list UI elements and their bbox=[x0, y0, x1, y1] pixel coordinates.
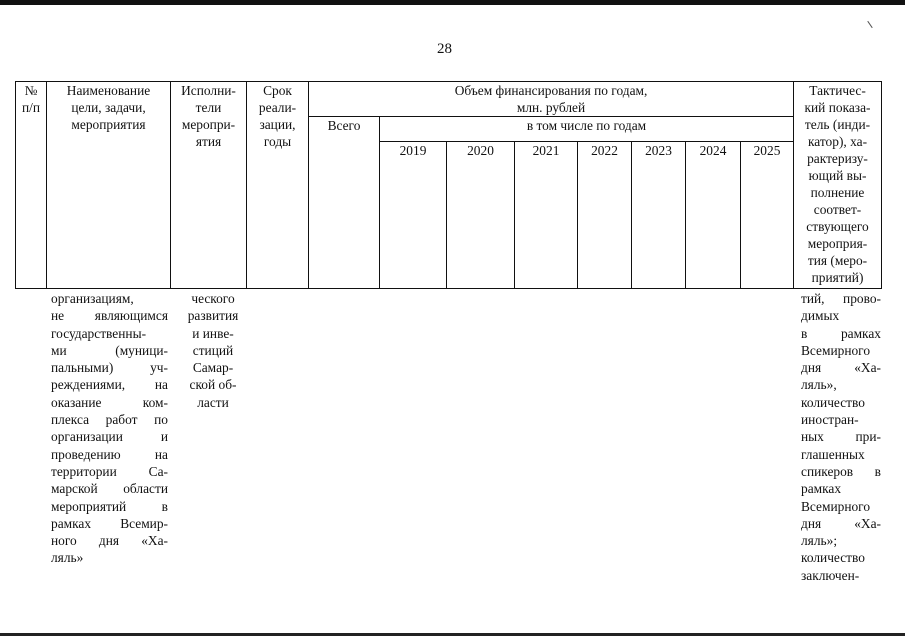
top-border bbox=[0, 0, 905, 5]
year-cell: 2022 bbox=[578, 142, 632, 289]
year-cell: 2019 bbox=[380, 142, 447, 289]
year-cell: 2020 bbox=[447, 142, 515, 289]
header-table bbox=[15, 81, 882, 289]
year-cell: 2025 bbox=[741, 142, 794, 289]
corner-mark bbox=[867, 21, 872, 28]
body-indicator-column: тий, прово- димых в рамках Всемирного дня «Ха- ляль», количество иностран- ных при- глашенных спикеров в рамках Всемирного дня «Ха- ляль»; количество заключен- bbox=[801, 291, 881, 583]
header-indicator: Тактичес- кий показа- тель (инди- катор), ха- рактеризу- ющий вы- полнение соответ- ствующего мероприя- тия (меро- приятий) bbox=[794, 82, 882, 289]
header-name: Наименование цели, задачи, мероприятия bbox=[47, 82, 171, 289]
header-executors: Исполни- тели меропри- ятия bbox=[171, 82, 247, 289]
body-executor-column: ческого развития и инве- стиций Самар- ской об- ласти bbox=[187, 291, 239, 410]
year-cell: 2021 bbox=[515, 142, 578, 289]
header-by-years: в том числе по годам bbox=[380, 117, 794, 142]
year-cell: 2023 bbox=[632, 142, 686, 289]
bottom-border bbox=[0, 633, 905, 636]
year-cell: 2024 bbox=[686, 142, 741, 289]
header-term: Срок реали- зации, годы bbox=[247, 82, 309, 289]
page-number: 28 bbox=[437, 41, 452, 57]
body-name-column: организациям, не являющимся государственны- ми (муници- пальными) уч- реждениями, на оказание ком- плекса работ по организации и проведению на территории Са- марской области мероприятий в рамках Всемир- ного дня «Ха- ляль» bbox=[51, 291, 168, 566]
header-num: № п/п bbox=[16, 82, 47, 289]
header-funding: Объем финансирования по годам, млн. рублей bbox=[309, 82, 794, 117]
header-total: Всего bbox=[309, 117, 380, 289]
